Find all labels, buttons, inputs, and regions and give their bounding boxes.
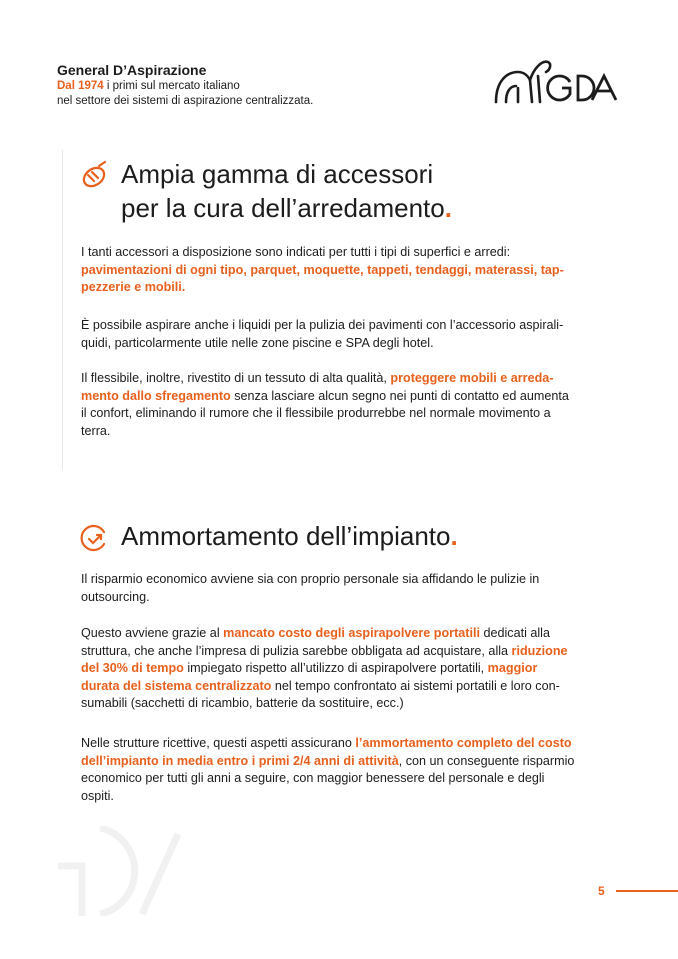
tagline-line1: i primi sul mercato italiano (103, 80, 240, 92)
gda-logo (492, 54, 622, 108)
clock-arrow-icon (79, 522, 109, 552)
since-year: Dal 1974 (57, 80, 104, 92)
title-dot: . (444, 193, 452, 223)
elephant-logo-icon (492, 54, 622, 108)
section1-paragraph2: È possibile aspirare anche i liquidi per la pulizia dei pavimenti con l’accessorio aspirali- quidi, particolarmente utile nelle zone piscine e SPA degli hotel. (81, 318, 564, 350)
tagline (57, 79, 313, 109)
section1-heading (79, 157, 452, 225)
vertical-divider (62, 150, 63, 470)
page-number-rule (616, 890, 678, 892)
page-number: 5 (598, 884, 605, 898)
section2-paragraph2: Questo avviene grazie al mancato costo degli aspirapolvere portatili dedicati alla struttura, che anche l’impresa di pulizia sarebbe obbligata ad acquistare, alla riduzione del 30% di tempo impiegato rispetto all’utilizzo di aspirapolvere portatili, maggior durata del sistema centralizzato nel tempo confrontato ai sistemi portatili e loro con- sumabili (sacchetti di ricambio, batterie da sostituire, ecc.) (81, 626, 568, 710)
section2-title: Ammortamento dell’impianto. (121, 521, 458, 551)
company-name: General D’Aspirazione (57, 62, 207, 78)
section2-paragraph1: Il risparmio economico avviene sia con proprio personale sia affidando le pulizie in outsourcing. (81, 572, 540, 604)
tagline-line2: nel settore dei sistemi di aspirazione centralizzata. (57, 95, 314, 107)
section1-paragraph1: I tanti accessori a disposizione sono indicati per tutti i tipi di superfici e arredi: pavimentazioni di ogni tipo, parquet, moquette, tappeti, tendaggi, materassi, tap- pezzerie e mobili. (81, 245, 564, 294)
header (57, 62, 313, 109)
section2-paragraph3: Nelle strutture ricettive, questi aspetti assicurano l’ammortamento completo del costo dell’impianto in media entro i primi 2/4 anni di attività, con un conseguente risparmio economico per tutti gli anni a seguire, con maggior benessere del personale e degli ospiti. (81, 736, 575, 803)
title-dot: . (450, 521, 458, 551)
brush-icon (79, 160, 109, 190)
watermark-logo (56, 826, 186, 916)
section1-title: Ampia gamma di accessori per la cura dell’arredamento. (121, 159, 452, 223)
section2-heading (79, 519, 458, 553)
section1-paragraph3: Il flessibile, inoltre, rivestito di un tessuto di alta qualità, proteggere mobili e arreda- mento dallo sfregamento senza lasciare alcun segno nei punti di contatto ed aumenta il confort, eliminando il rumore che il flessibile produrrebbe nel normale movimento a terra. (81, 371, 569, 438)
